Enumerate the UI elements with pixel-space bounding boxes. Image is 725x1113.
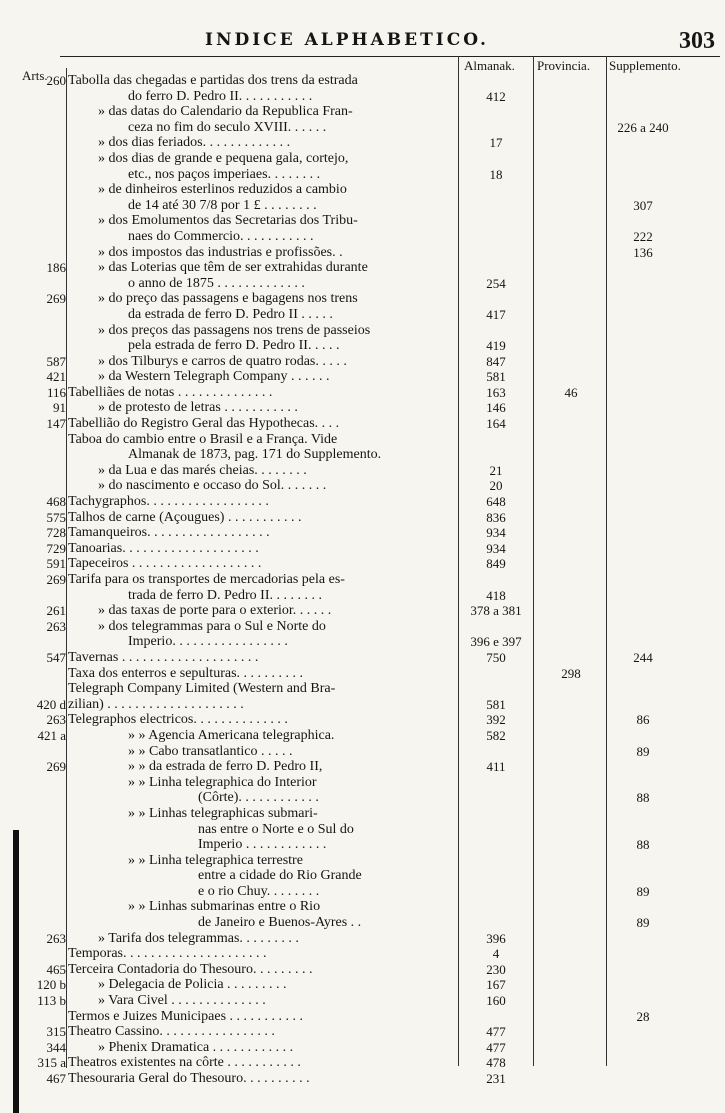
article-number: 147 [46,416,66,432]
entry-text: Tabolla das chegadas e partidas dos trens da estrada [68,73,358,88]
entry-text: » dos impostos das industrias e profissões. . [98,244,343,260]
supplemento-page: 244 [633,649,653,665]
index-row [0,837,725,853]
entry-text: zilian) . . . . . . . . . . . . . . . . . . . . [68,696,244,712]
entry-text: » dos Tilburys e carros de quatro rodas. . . . . [98,353,347,369]
entry-text: Theatros existentes na côrte . . . . . . . . . . . [68,1055,301,1071]
index-row [0,400,725,416]
entry-text: de Janeiro e Buenos-Ayres . . [198,915,362,931]
almanak-page: 849 [486,556,506,572]
article-number: 547 [46,649,66,665]
index-row [0,525,725,541]
article-number: 91 [53,400,66,416]
entry-text: » da Western Telegraph Company . . . . . . [98,369,330,385]
column-header-arts: Arts. [22,68,48,83]
index-row [0,291,725,307]
almanak-page: 231 [486,1071,506,1086]
supplemento-page: 226 a 240 [617,119,669,135]
entry-text: o anno de 1875 . . . . . . . . . . . . . [128,275,305,291]
column-header-provincia: Provincia. [537,58,591,73]
entry-text: » » Linhas submarinas entre o Rio [128,899,321,915]
almanak-page: 18 [489,166,503,182]
index-row [0,416,725,432]
article-number: 587 [46,353,66,369]
entry-text: » dos Emolumentos das Secretarias dos Tribu- [98,213,358,229]
index-row [0,993,725,1009]
almanak-page: 847 [486,353,506,369]
entry-text: Theatro Cassino. . . . . . . . . . . . . . . . . [68,1024,275,1040]
entry-text: Tabelliães de notas . . . . . . . . . . . . . . [68,384,273,400]
index-row [0,213,725,229]
page-title: INDICE ALPHABETICO. [205,30,489,50]
header-rule [60,56,720,57]
index-row [0,323,725,339]
provincia-page: 46 [564,384,578,400]
entry-text: etc., nos paços imperiaes. . . . . . . . [128,166,321,182]
almanak-page: 167 [486,977,506,993]
entry-text: » de protesto de letras . . . . . . . . . . . [98,400,298,416]
index-row [0,1071,725,1087]
entry-text: Tamanqueiros. . . . . . . . . . . . . . . . . . [68,525,270,541]
entry-text: Imperio. . . . . . . . . . . . . . . . . [128,634,288,650]
entry-text: naes do Commercio. . . . . . . . . . . [128,228,314,244]
entry-text: » Delegacia de Policia . . . . . . . . . [98,977,287,993]
entry-text: » das Loterias que têm de ser extrahidas durante [98,260,368,276]
entry-text: » dos telegrammas para o Sul e Norte do [98,618,326,634]
almanak-page: 477 [486,1039,506,1055]
entry-text: » dos preços das passagens nos trens de passeios [98,322,371,338]
index-row [0,962,725,978]
index-row [0,369,725,385]
index-row [0,354,725,370]
index-row [0,447,725,463]
entry-text: Imperio . . . . . . . . . . . . [198,837,327,853]
almanak-page: 378 a 381 [470,603,522,619]
article-number: 315 a [37,1055,66,1071]
entry-text: ceza no fim do seculo XVIII. . . . . . [128,119,327,135]
index-row [0,135,725,151]
entry-text: Terceira Contadoria do Thesouro. . . . . . . . . [68,961,313,977]
article-number: 186 [46,260,66,276]
entry-text: » das datas do Calendario da Republica Fran- [98,104,353,120]
index-row [0,915,725,931]
entry-text: trada de ferro D. Pedro II. . . . . . . . [128,587,322,603]
index-row [0,510,725,526]
index-row [0,432,725,448]
entry-text: Tapeceiros . . . . . . . . . . . . . . . . . . . [68,556,262,572]
entry-text: » » Linha telegraphica terrestre [128,852,303,868]
almanak-page: 230 [486,961,506,977]
entry-text: (Côrte). . . . . . . . . . . . [198,790,319,806]
article-number: 728 [46,525,66,541]
article-number: 421 a [37,727,66,743]
article-number: 120 b [36,977,66,993]
article-number: 263 [46,618,66,634]
entry-text: pela estrada de ferro D. Pedro II. . . . . [128,338,340,354]
index-row [0,120,725,136]
index-row [0,899,725,915]
index-row [0,744,725,760]
article-number: 344 [46,1039,66,1055]
almanak-page: 254 [486,275,506,291]
entry-text: Telegraph Company Limited (Western and Bra- [68,681,336,697]
entry-text: Taboa do cambio entre o Brasil e a França. Vide [68,431,338,447]
entry-text: Taxa dos enterros e sepulturas. . . . . . . . . . [68,665,304,681]
index-row [0,276,725,292]
entry-text: » » da estrada de ferro D. Pedro II, [128,759,323,775]
almanak-page: 396 [486,930,506,946]
article-number: 263 [46,930,66,946]
entry-text: Termos e Juizes Municipaes . . . . . . . . . . . [68,1008,304,1024]
article-number: 468 [46,494,66,510]
entry-text: » » Linhas telegraphicas submari- [128,805,318,821]
almanak-page: 160 [486,993,506,1009]
almanak-page: 419 [486,338,506,354]
almanak-page: 392 [486,712,506,728]
index-row [0,1055,725,1071]
almanak-page: 648 [486,494,506,510]
index-row [0,1009,725,1025]
entry-text: » das taxas de porte para o exterior. . . . . . [98,603,332,619]
index-row [0,634,725,650]
almanak-page: 750 [486,649,506,665]
almanak-page: 4 [492,946,500,962]
article-number: 269 [46,291,66,307]
entry-text: » da Lua e das marés cheias. . . . . . . . [98,462,307,478]
article-number: 575 [46,509,66,525]
entry-text: Thesouraria Geral do Thesouro. . . . . . . . . . [68,1071,310,1086]
almanak-page: 934 [486,540,506,556]
index-row [0,556,725,572]
provincia-page: 298 [561,665,581,681]
almanak-page: 163 [486,384,506,400]
index-row [0,151,725,167]
article-number: 113 b [37,993,66,1009]
almanak-page: 17 [489,135,503,151]
supplemento-page: 307 [633,197,653,213]
supplemento-page: 89 [636,743,650,759]
entry-text: Talhos de carne (Açougues) . . . . . . . . . . . [68,509,302,525]
entry-text: Tavernas . . . . . . . . . . . . . . . . . . . . [68,649,259,665]
index-row [0,104,725,120]
index-row [0,385,725,401]
index-entries [0,73,725,1087]
almanak-page: 582 [486,727,506,743]
index-row [0,572,725,588]
entry-text: entre a cidade do Rio Grande [198,868,362,884]
index-row [0,619,725,635]
almanak-page: 417 [486,306,506,322]
entry-text: » do nascimento e occaso do Sol. . . . . . . [98,478,327,494]
entry-text: » dos dias feriados. . . . . . . . . . . . . [98,135,291,151]
almanak-page: 411 [486,759,506,775]
index-row [0,697,725,713]
index-row [0,463,725,479]
entry-text: nas entre o Norte e o Sul do [198,821,354,837]
index-row [0,868,725,884]
column-header-almanak: Almanak. [464,58,515,73]
index-row [0,759,725,775]
index-row [0,1040,725,1056]
index-row [0,946,725,962]
entry-text: Temporas. . . . . . . . . . . . . . . . . . . . . [68,946,267,962]
entry-text: da estrada de ferro D. Pedro II . . . . . [128,306,333,322]
index-row [0,681,725,697]
article-number: 591 [46,556,66,572]
article-number: 420 d [36,696,66,712]
index-row [0,650,725,666]
article-number: 467 [46,1071,66,1086]
index-row [0,806,725,822]
article-number: 315 [46,1024,66,1040]
index-row [0,494,725,510]
index-row [0,728,725,744]
index-row [0,260,725,276]
index-row [0,1024,725,1040]
index-row [0,338,725,354]
index-row [0,853,725,869]
entry-text: » » Cabo transatlantico . . . . . [128,743,293,759]
index-row [0,478,725,494]
article-number: 263 [46,712,66,728]
entry-text: Tachygraphos. . . . . . . . . . . . . . . . . . [68,494,269,510]
entry-text: » dos dias de grande e pequena gala, cortejo, [98,150,349,166]
supplemento-page: 136 [633,244,653,260]
supplemento-page: 89 [636,883,650,899]
index-row [0,198,725,214]
article-number: 269 [46,759,66,775]
almanak-page: 418 [486,587,506,603]
index-row [0,167,725,183]
almanak-page: 146 [486,400,506,416]
article-number: 465 [46,961,66,977]
almanak-page: 478 [486,1055,506,1071]
entry-text: Telegraphos electricos. . . . . . . . . . . . . . [68,712,288,728]
index-row [0,822,725,838]
index-row [0,977,725,993]
almanak-page: 21 [489,462,503,478]
index-row [0,931,725,947]
index-row [0,245,725,261]
entry-text: » Vara Civel . . . . . . . . . . . . . . [98,993,266,1009]
almanak-page: 412 [486,88,506,104]
index-row [0,73,725,89]
entry-text: Tanoarias. . . . . . . . . . . . . . . . . . . . [68,540,259,556]
almanak-page: 836 [486,509,506,525]
entry-text: Tabellião do Registro Geral das Hypothecas. . . . [68,416,340,432]
entry-text: » Phenix Dramatica . . . . . . . . . . . . [98,1039,294,1055]
entry-text: de 14 até 30 7/8 por 1 £ . . . . . . . . [128,197,317,213]
entry-text: Almanak de 1873, pag. 171 do Supplemento. [128,447,382,463]
almanak-page: 20 [489,478,503,494]
entry-text: do ferro D. Pedro II. . . . . . . . . . . [128,88,313,104]
article-number: 421 [46,369,66,385]
entry-text: » do preço das passagens e bagagens nos trens [98,291,358,307]
almanak-page: 581 [486,369,506,385]
article-number: 116 [46,384,66,400]
supplemento-page: 28 [636,1008,650,1024]
entry-text: » de dinheiros esterlinos reduzidos a cambio [98,182,347,198]
article-number: 729 [46,540,66,556]
almanak-page: 396 e 397 [470,634,522,650]
index-row [0,182,725,198]
page-number: 303 [679,28,715,54]
supplemento-page: 88 [636,790,650,806]
index-row [0,775,725,791]
almanak-page: 164 [486,416,506,432]
supplemento-page: 222 [633,228,653,244]
index-row [0,666,725,682]
index-row [0,89,725,105]
supplemento-page: 88 [636,837,650,853]
index-row [0,790,725,806]
article-number: 260 [46,73,66,88]
column-header-supplemento: Supplemento. [609,58,681,73]
index-row [0,884,725,900]
entry-text: Tarifa para os transportes de mercadorias pela es- [68,572,345,587]
supplemento-page: 86 [636,712,650,728]
entry-text: » » Agencia Americana telegraphica. [128,727,335,743]
entry-text: » » Linha telegraphica do Interior [128,774,317,790]
article-number: 261 [46,603,66,619]
index-row [0,541,725,557]
almanak-page: 581 [486,696,506,712]
article-number: 269 [46,572,66,587]
almanak-page: 934 [486,525,506,541]
index-row [0,307,725,323]
entry-text: » Tarifa dos telegrammas. . . . . . . . . [98,930,299,946]
index-row [0,229,725,245]
supplemento-page: 89 [636,915,650,931]
entry-text: e o rio Chuy. . . . . . . . [198,883,320,899]
almanak-page: 477 [486,1024,506,1040]
index-row [0,588,725,604]
index-row [0,603,725,619]
index-row [0,712,725,728]
